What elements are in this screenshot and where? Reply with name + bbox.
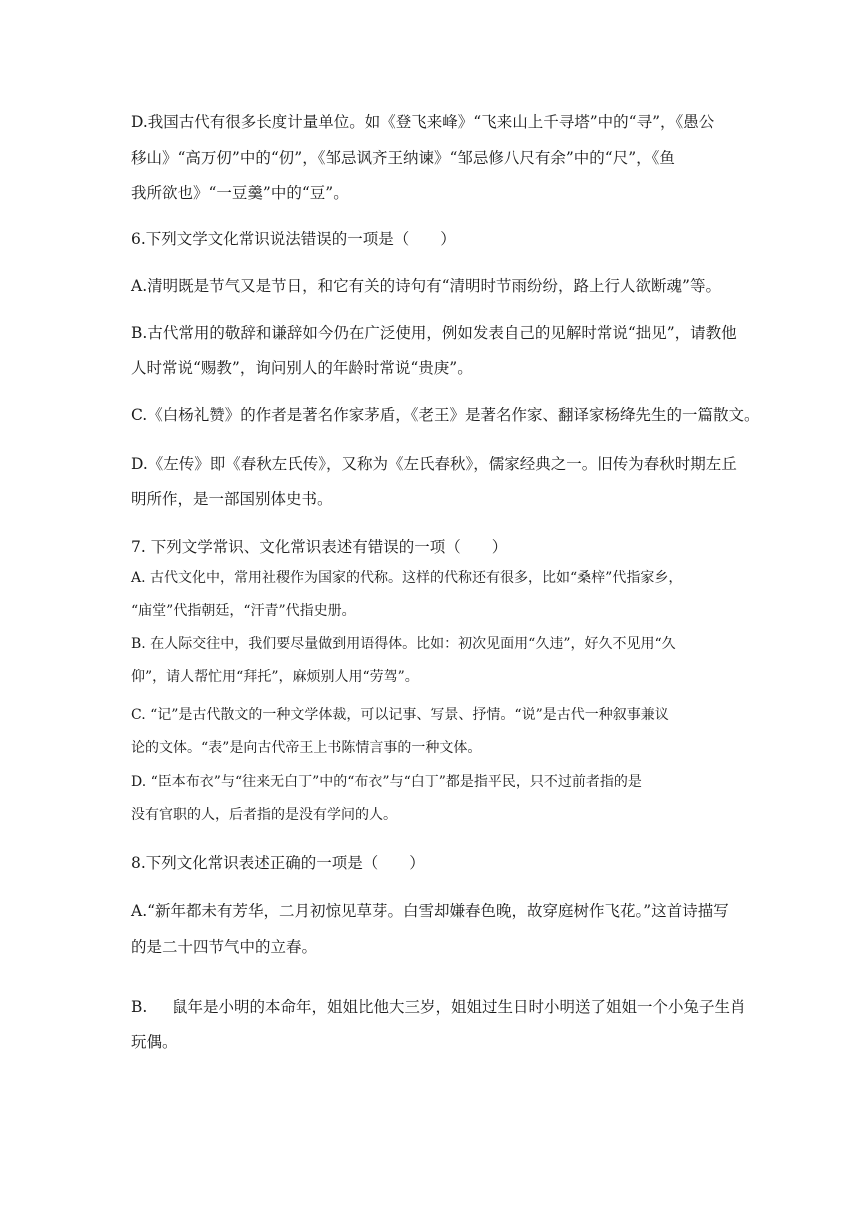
question-7-option-d-line-2: 没有官职的人，后者指的是没有学问的人。 — [131, 807, 397, 823]
question-6-option-c: C.《白杨礼赞》的作者是著名作家茅盾，《老王》是著名作家、翻译家杨绛先生的一篇散文。 — [131, 406, 760, 424]
question-8-option-a-line-1: A.“新年都未有芳华，二月初惊见草芽。白雪却嫌春色晚，故穿庭树作飞花。”这首诗描写 — [131, 902, 729, 920]
question-7-option-b-line-2: 仰”，请人帮忙用“拜托”，麻烦别人用“劳驾”。 — [131, 669, 419, 685]
question-7-option-a-line-2: “庙堂”代指朝廷，“汗青”代指史册。 — [131, 603, 356, 619]
question-7-stem: 7. 下列文学常识、文化常识表述有错误的一项（ ） — [131, 538, 508, 556]
question-6-option-b-line-2: 人时常说“赐教”，询问别人的年龄时常说“贵庚”。 — [131, 359, 473, 377]
question-6-option-d-line-2: 明所作，是一部国别体史书。 — [131, 490, 333, 508]
question-8-stem: 8.下列文化常识表述正确的一项是（ ） — [131, 854, 425, 872]
question-5-option-d-line-2: 移山》“高万仞”中的“仞”，《邹忌讽齐王纳谏》“邹忌修八尺有余”中的“尺”，《鱼 — [131, 149, 675, 167]
question-8-option-a-line-2: 的是二十四节气中的立春。 — [131, 938, 318, 956]
question-7-option-d-line-1: D. “臣本布衣”与“往来无白丁”中的“布衣”与“白丁”都是指平民，只不过前者指的是 — [131, 774, 642, 790]
question-6-option-d-line-1: D.《左传》即《春秋左氏传》，又称为《左氏春秋》，儒家经典之一。旧传为春秋时期左丘 — [131, 455, 737, 473]
question-7-option-c-line-1: C. “记”是古代散文的一种文学体裁，可以记事、写景、抒情。“说”是古代一种叙事兼议 — [131, 707, 669, 723]
question-5-option-d-line-1: D.我国古代有很多长度计量单位。如《登飞来峰》“飞来山上千寻塔”中的“寻”，《愚公 — [131, 113, 715, 131]
question-7-option-b-line-1: B. 在人际交往中，我们要尽量做到用语得体。比如：初次见面用“久违”，好久不见用“久 — [131, 636, 676, 652]
question-8-option-b-label: B. — [131, 998, 148, 1016]
question-6-option-b-line-1: B.古代常用的敬辞和谦辞如今仍在广泛使用，例如发表自己的见解时常说“拙见”，请教他 — [131, 324, 737, 342]
question-8-option-b-line-1: 鼠年是小明的本命年，姐姐比他大三岁，姐姐过生日时小明送了姐姐一个小兔子生肖 — [172, 998, 746, 1016]
question-6-option-a: A.清明既是节气又是节日，和它有关的诗句有“清明时节雨纷纷，路上行人欲断魂”等。 — [131, 277, 721, 295]
question-7-option-a-line-1: A. 古代文化中，常用社稷作为国家的代称。这样的代称还有很多，比如“桑梓”代指家乡， — [131, 570, 683, 586]
question-8-option-b-line-2: 玩偶。 — [131, 1033, 178, 1051]
question-5-option-d-line-3: 我所欲也》“一豆羹”中的“豆”。 — [131, 184, 349, 202]
question-7-option-c-line-2: 论的文体。“表”是向古代帝王上书陈情言事的一种文体。 — [131, 740, 482, 756]
question-6-stem: 6.下列文学文化常识说法错误的一项是（ ） — [131, 230, 456, 248]
